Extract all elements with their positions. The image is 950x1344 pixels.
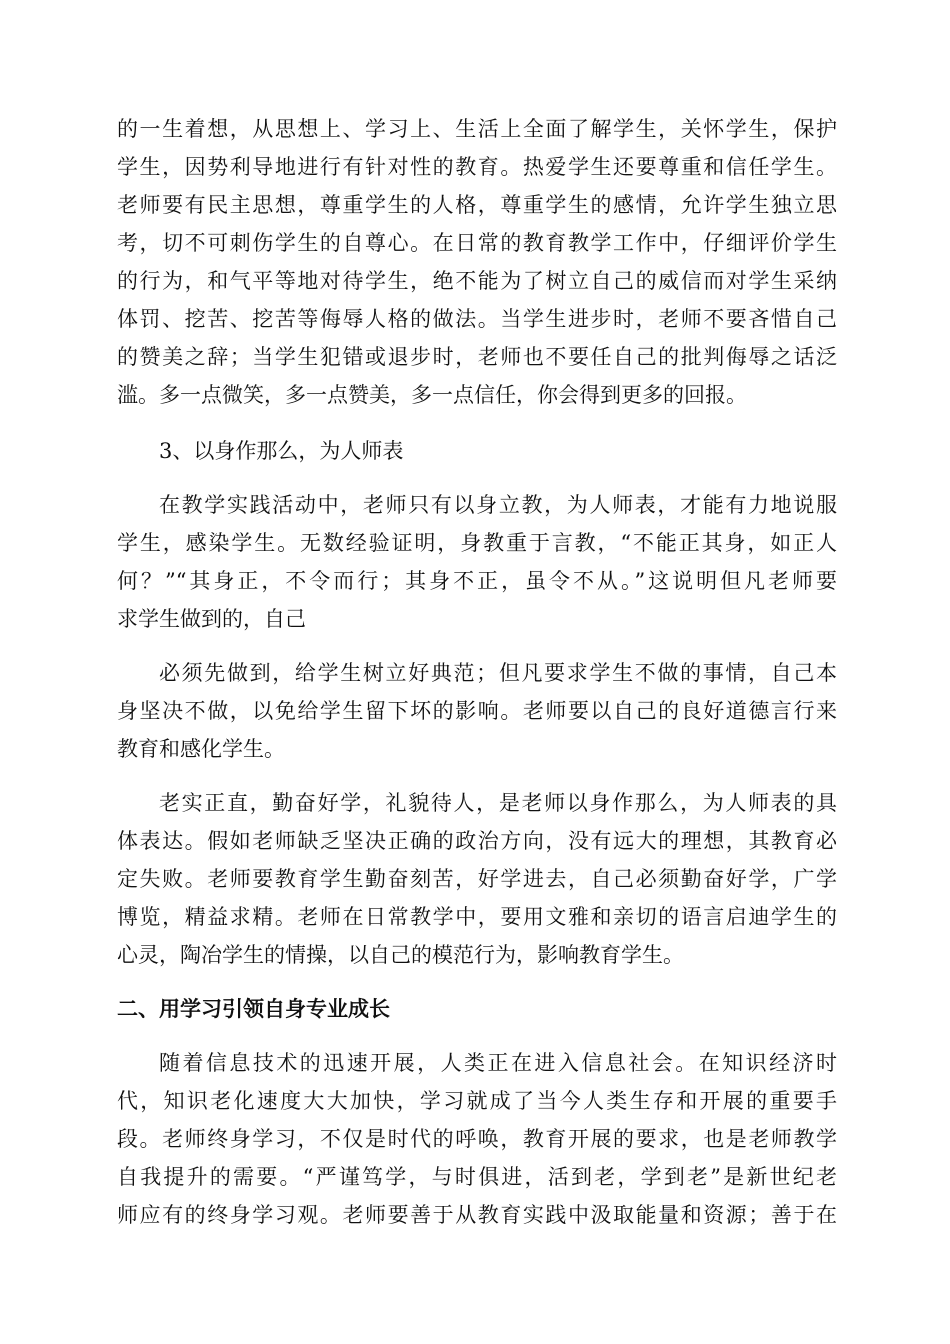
text-line: 博览，精益求精。老师在日常教学中，要用文雅和亲切的语言启迪学生的 xyxy=(117,905,837,929)
text-line: 心灵，陶冶学生的情操，以自己的模范行为，影响教育学生。 xyxy=(117,943,684,967)
text-line: 身坚决不做，以免给学生留下坏的影响。老师要以自己的良好道德言行来 xyxy=(117,699,837,723)
text-line: 何？”“其身正，不令而行；其身不正，虽令不从。”这说明但凡老师要 xyxy=(117,569,837,593)
text-line: 段。老师终身学习，不仅是时代的呼唤，教育开展的要求，也是老师教学 xyxy=(117,1127,837,1151)
text-line: 的行为，和气平等地对待学生，绝不能为了树立自己的威信而对学生采纳 xyxy=(117,269,837,293)
text-line: 学生，因势利导地进行有针对性的教育。热爱学生还要尊重和信任学生。 xyxy=(117,155,837,179)
text-line: 随着信息技术的迅速开展，人类正在进入信息社会。在知识经济时 xyxy=(159,1051,837,1075)
text-line: 代，知识老化速度大大加快，学习就成了当今人类生存和开展的重要手 xyxy=(117,1089,837,1113)
text-line: 的一生着想，从思想上、学习上、生活上全面了解学生，关怀学生，保护 xyxy=(117,117,837,141)
text-line: 老师要有民主思想，尊重学生的人格，尊重学生的感情，允许学生独立思 xyxy=(117,193,837,217)
text-line: 考，切不可刺伤学生的自尊心。在日常的教育教学工作中，仔细评价学生 xyxy=(117,231,837,255)
text-line: 自我提升的需要。“严谨笃学，与时俱进，活到老，学到老”是新世纪老 xyxy=(117,1165,837,1189)
text-line: 必须先做到，给学生树立好典范；但凡要求学生不做的事情，自己本 xyxy=(159,661,837,685)
text-line: 师应有的终身学习观。老师要善于从教育实践中汲取能量和资源；善于在 xyxy=(117,1203,837,1227)
text-line: 定失败。老师要教育学生勤奋刻苦，好学进去，自己必须勤奋好学，广学 xyxy=(117,867,837,891)
text-line: 体表达。假如老师缺乏坚决正确的政治方向，没有远大的理想，其教育必 xyxy=(117,829,837,853)
subsection-heading: 3、以身作那么，为人师表 xyxy=(159,439,404,463)
text-line: 教育和感化学生。 xyxy=(117,737,285,761)
text-line: 体罚、挖苦、挖苦等侮辱人格的做法。当学生进步时，老师不要吝惜自己 xyxy=(117,307,837,331)
text-line: 求学生做到的，自己 xyxy=(117,607,306,631)
text-line: 学生，感染学生。无数经验证明，身教重于言教，“不能正其身，如正人 xyxy=(117,531,837,555)
text-line: 在教学实践活动中，老师只有以身立教，为人师表，才能有力地说服 xyxy=(159,493,837,517)
text-line: 的赞美之辞；当学生犯错或退步时，老师也不要任自己的批判侮辱之话泛 xyxy=(117,345,837,369)
text-line: 老实正直，勤奋好学，礼貌待人，是老师以身作那么，为人师表的具 xyxy=(159,791,837,815)
section-heading: 二、用学习引领自身专业成长 xyxy=(117,997,390,1021)
text-line: 滥。多一点微笑，多一点赞美，多一点信任，你会得到更多的回报。 xyxy=(117,383,747,407)
